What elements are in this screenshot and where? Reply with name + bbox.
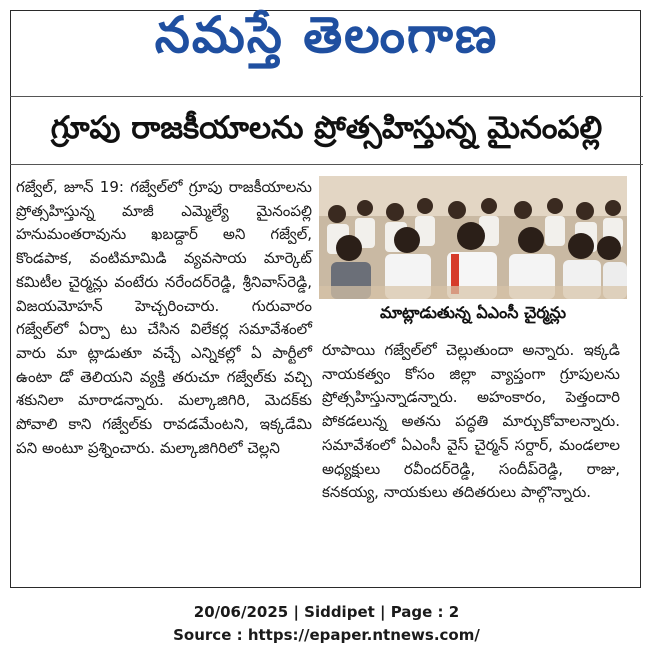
masthead-title: నమస్తే తెలంగాణ [154,5,499,64]
article-column-left: గజ్వేల్, జూన్ 19: గజ్వేల్‌లో గ్రూపు రాజకీయాలను ప్రోత్సహిస్తున్న మాజీ ఎమ్మెల్యే మైనంపల్లి హనుమంతరావును ఖబడ్దార్ అని గజ్వేల్, కొండపాక, వంటిమామిడి వ్యవసాయ మార్కెట్ కమిటీల చైర్మన్లు వంటేరు నరేందర్‌రెడ్డి, శ్రీనివాస్‌రెడ్డి, విజయమోహన్ హెచ్చరించారు. గురువారం గజ్వేల్‌లో ఏర్పా టు చేసిన విలేకర్ల సమావేశంలో వారు మా ట్లాడుతూ వచ్చే ఎన్నికల్లో ఏ పార్టీలో ఉంటా డో తెలియని వ్యక్తి తరుచూ గజ్వేల్‌కు వచ్చి శకునిలా మారాడన్నారు. మల్కాజిగిరి, మెదక్‌కు పోవాలి కాని గజ్వేల్‌కు రావడమేంటని, ఇక్కడేమి పని అంటూ ప్రశ్నించారు. మల్కాజిగిరిలో చెల్లని [16,178,312,457]
edition-info: 20/06/2025 | Siddipet | Page : 2 [193,603,460,621]
article-headline: గ్రూపు రాజకీయాలను ప్రోత్సహిస్తున్న మైనంపల్లి [50,110,603,146]
top-divider [10,96,643,97]
article-column-right: రూపాయి గజ్వేల్‌లో చెల్లుతుందా అన్నారు. ఇక్కడి నాయకత్వం కోసం జిల్లా వ్యాప్తంగా గ్రూపులను ప్రోత్సహిస్తున్నాడన్నారు. అహంకారం, పెత్తందారి పోకడలున్న అతను పద్ధతి మార్చుకోవాలన్నారు. సమావేశంలో ఏఎంసీ వైస్ చైర్మన్ సర్దార్, మండలాల అధ్యక్షులు రవీందర్‌రెడ్డి, సందీప్‌రెడ్డి, రాజు, కనకయ్య, నాయకులు తదితరులు పాల్గొన్నారు. [322,341,620,502]
source-link[interactable]: Source : https://epaper.ntnews.com/ [173,626,480,644]
photo-caption: మాట్లాడుతున్న ఏఎంసీ చైర్మన్లు [379,303,567,322]
article-photo [319,176,627,299]
newspaper-masthead [0,6,653,76]
press-meet-photo-illustration [319,176,627,299]
headline-divider [10,164,643,165]
